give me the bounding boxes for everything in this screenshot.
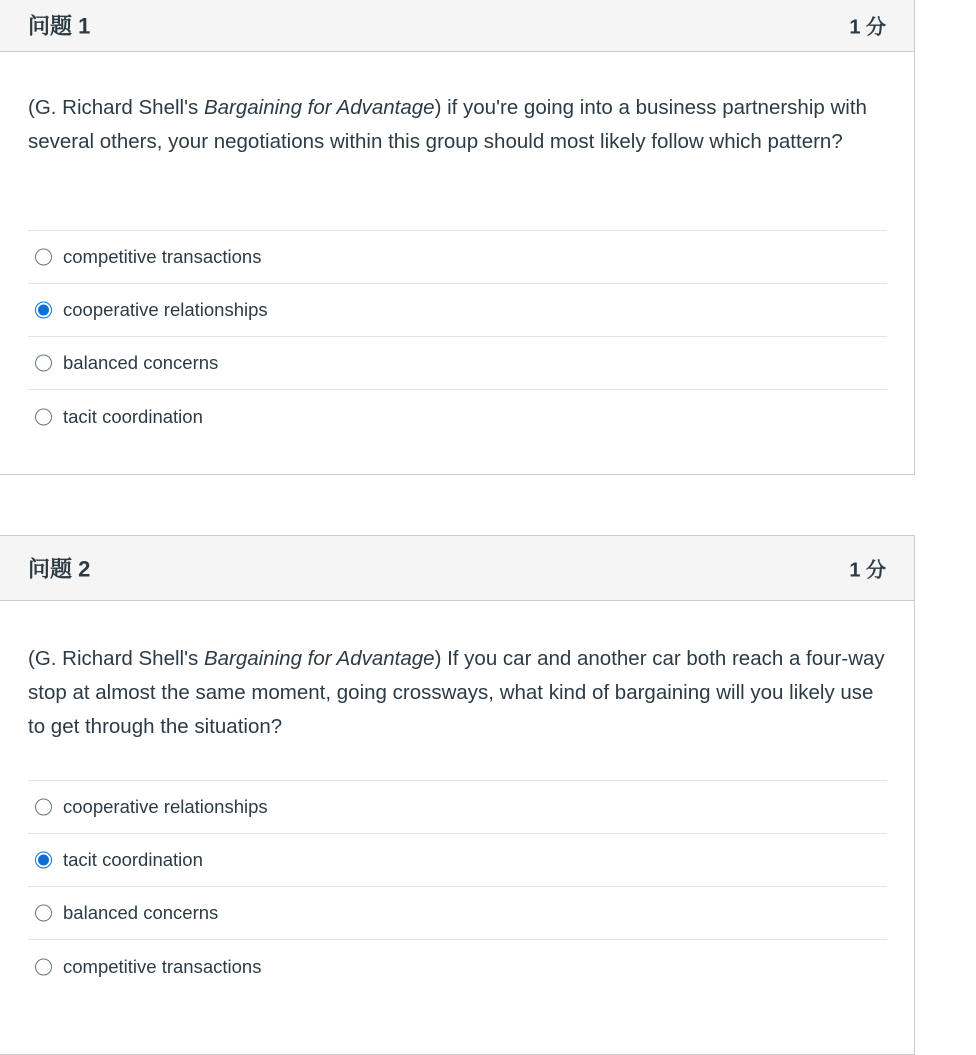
radio-button[interactable] [35,355,52,372]
answer-option[interactable] [28,231,887,284]
book-title: Bargaining for Advantage [203,96,435,119]
radio-button[interactable] [35,249,52,266]
answer-option[interactable] [28,940,887,993]
answer-option[interactable] [28,887,887,940]
radio-button-selected[interactable] [35,302,52,319]
answer-option[interactable] [28,337,887,390]
question-1 [0,0,915,475]
answer-label[interactable]: tacit coordination [63,849,203,870]
answer-list [28,780,887,993]
question-text-prefix: (G. Richard Shell's [28,96,204,119]
answer-option[interactable] [28,781,887,834]
answer-option[interactable] [28,284,887,337]
answer-option[interactable] [28,834,887,887]
radio-button[interactable] [35,958,52,975]
question-title: 问题 1 [28,13,91,39]
question-text [28,91,888,159]
answer-option[interactable] [28,390,887,443]
radio-button-selected[interactable] [35,852,52,869]
radio-button[interactable] [35,905,52,922]
question-2 [0,535,915,1055]
book-title: Bargaining for Advantage [203,647,435,670]
answer-label[interactable]: tacit coordination [63,405,203,427]
radio-button[interactable] [35,408,52,425]
question-text [28,642,888,744]
question-text-prefix: (G. Richard Shell's [28,647,204,670]
answer-list [28,230,887,443]
answer-label[interactable]: balanced concerns [63,352,219,373]
radio-button[interactable] [35,799,52,816]
question-points: 1 分 [849,559,886,582]
question-points: 1 分 [849,16,886,39]
question-text-suffix: ) if you're going into a business partnership with several others, your negotiations within this group should most likely follow which pattern? [28,96,867,153]
answer-label[interactable]: competitive transactions [63,955,262,977]
question-header [0,536,914,601]
question-title: 问题 2 [28,556,91,582]
answer-label[interactable]: cooperative relationships [63,796,268,817]
answer-label[interactable]: balanced concerns [63,902,219,923]
answer-label[interactable]: competitive transactions [63,246,262,267]
question-header [0,0,914,52]
question-text-suffix: ) If you car and another car both reach a four-way stop at almost the same moment, going crossways, what kind of bargaining will you likely use to get through the situation? [28,647,885,738]
answer-label[interactable]: cooperative relationships [63,299,268,320]
